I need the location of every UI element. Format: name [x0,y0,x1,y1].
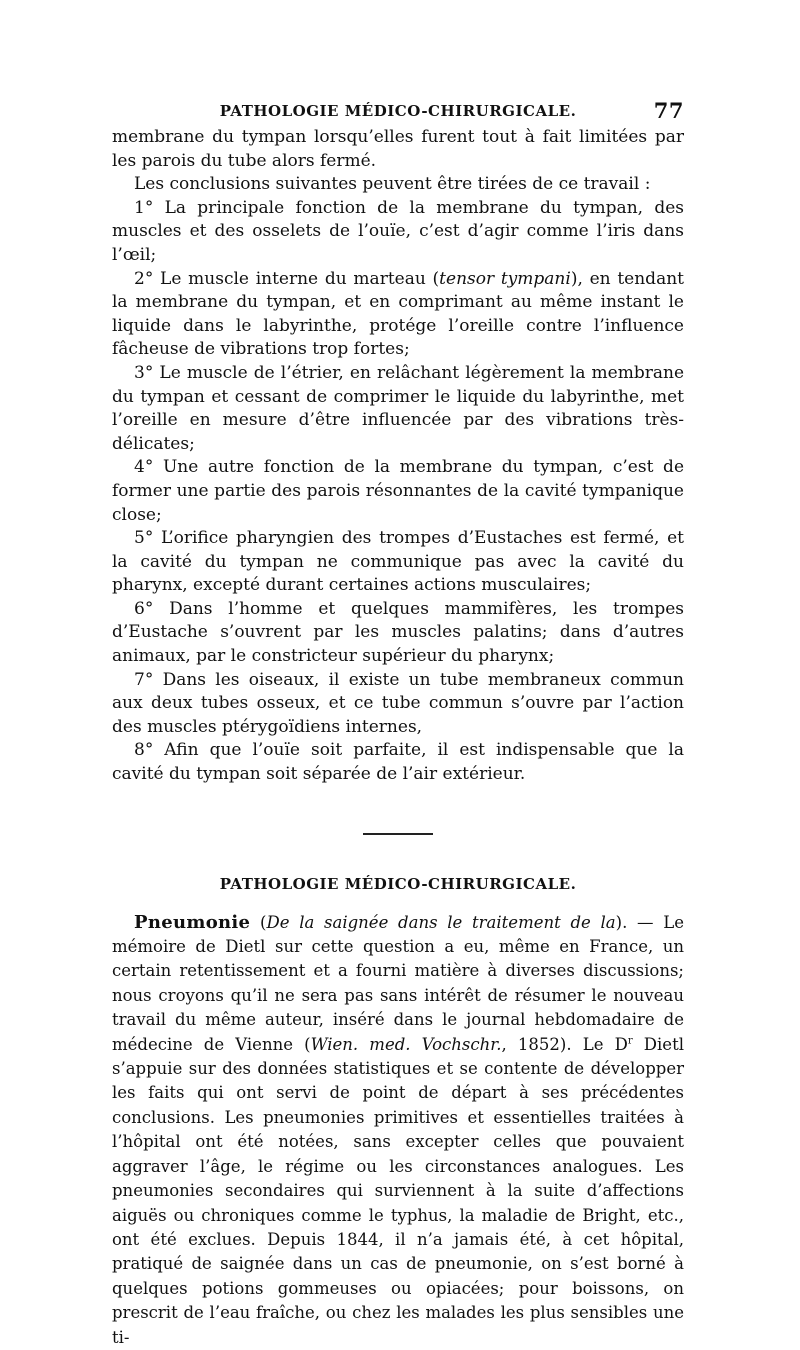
doctor-superscript: r [627,1035,633,1047]
running-head-title: PATHOLOGIE MÉDICO-CHIRURGICALE. [219,102,577,120]
conclusion-6: 6° Dans l’homme et quelques mammifères, les trompes d’Eustache s’ouvrent par les muscles palatins; dans d’autres animaux, par le constricteur supérieur du pharynx; [112,598,684,667]
conclusion-8: 8° Afin que l’ouïe soit parfaite, il est indispensable que la cavité du tympan soit séparée de l’air extérieur. [112,740,684,785]
pneumonie-article [112,911,684,1350]
paragraph-conclusions-intro: Les conclusions suivantes peuvent être tirées de ce travail : [134,174,651,195]
section-divider [363,833,433,835]
conclusion-2-italic: tensor tympani [439,268,571,289]
section-title: PATHOLOGIE MÉDICO-CHIRURGICALE. [219,874,577,893]
article-lead-open: ( [250,912,267,932]
article-lead-close: ). — [615,912,664,932]
conclusion-5: 5° L’orifice pharyngien des trompes d’Eustaches est fermé, et la cavité du tympan ne communique pas avec la cavité du pharynx, excepté durant certaines actions musculaires; [112,528,684,596]
conclusion-7: 7° Dans les oiseaux, il existe un tube membraneux commun aux deux tubes osseux, et ce tube commun s’ouvre par l’action des muscles ptérygoïdiens internes, [112,669,684,737]
running-head [112,96,684,126]
article-text-c: Dietl s’appuie sur des données statistiques et se contente de développer les faits qui ont servi de point de départ à ses précédentes conclusions. Les pneumonies primitives et essentielles traitées à l’hôpital ont été notées, sans excepter celles que pouvaient aggraver l’âge, le régime ou les circonstances analogues. Les pneumonies secondaires qui surviennent à la suite d’affections aiguës ou chroniques comme le typhus, la maladie de Bright, etc., ont été exclues. Depuis 1844, il n’a jamais été, à cet hôpital, pratiqué de saignée dans un cas de pneumonie, on s’est borné à quelques potions gommeuses ou opiacées; pour boissons, on prescrit de l’eau fraîche, ou chez les malades les plus sensibles une ti- [112,1034,684,1347]
conclusion-2-prefix: 2° Le muscle interne du marteau ( [134,268,440,289]
book-page [112,96,684,1350]
page-number: 77 [653,98,684,123]
conclusion-2 [112,268,684,362]
article-text-a: Le mémoire de Dietl sur cette question a eu, même en France, un certain retentissement et a fourni matière à diverses discussions; nous croyons qu’il ne sera pas sans intérêt de résumer le nouveau travail du même auteur, inséré dans le journal hebdomadaire de médecine de Vienne ( [112,912,685,1054]
journal-title: Wien. med. Vochschr. [310,1034,502,1054]
article-lead-word: Pneumonie [134,911,251,933]
conclusion-2-text: en tendant la membrane du tympan, et en comprimant au même instant le liquide dans le labyrinthe, protége l’oreille contre l’influence fâcheuse de vibrations trop fortes; [112,268,684,360]
conclusion-1: 1° La principale fonction de la membrane du tympan, des muscles et des osselets de l’ouïe, c’est d’agir comme l’iris dans l’œil; [112,197,684,265]
paragraph-continuation: membrane du tympan lorsqu’elles furent tout à fait limitées par les parois du tube alors fermé. [112,127,684,171]
conclusion-2-suffix: ), [570,268,590,289]
conclusion-3: 3° Le muscle de l’étrier, en relâchant légèrement la membrane du tympan et cessant de comprimer le liquide du labyrinthe, met l’oreille en mesure d’être influencée par des vibrations très-délicates; [112,362,684,454]
article-text-b: , 1852). Le D [501,1034,628,1054]
conclusion-4: 4° Une autre fonction de la membrane du tympan, c’est de former une partie des parois résonnantes de la cavité tympanique close; [112,457,684,525]
article-lead-italic: De la saignée dans le traitement de la [266,912,616,932]
